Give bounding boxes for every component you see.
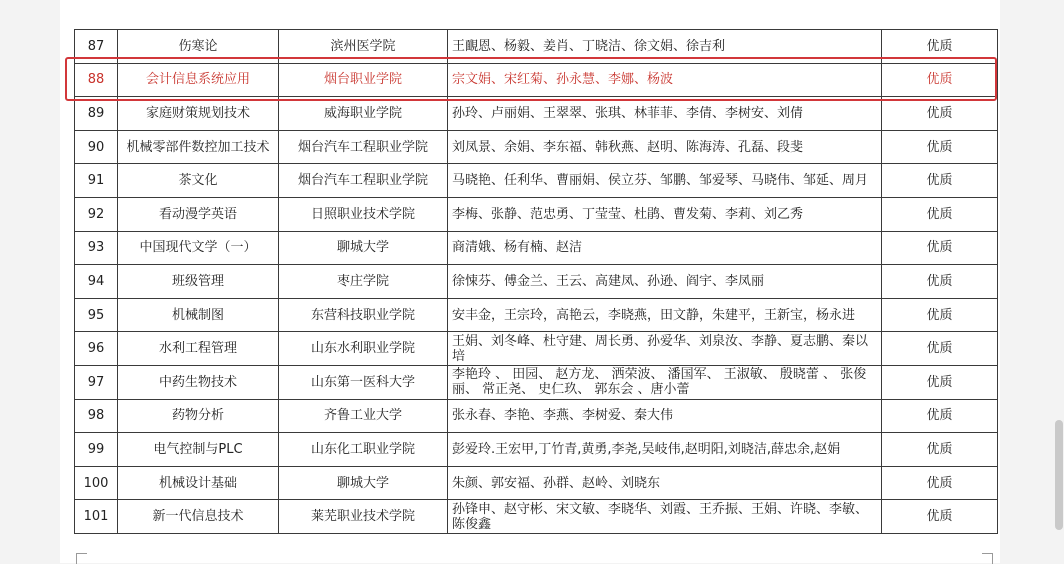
table-row bbox=[75, 365, 998, 399]
team-members: 孙锋申、赵守彬、宋文敏、李晓华、刘霞、王乔振、王娟、许晓、李敏、陈俊鑫 bbox=[448, 500, 882, 534]
rating: 优质 bbox=[882, 365, 998, 399]
rating: 优质 bbox=[882, 63, 998, 97]
table-row bbox=[75, 466, 998, 500]
rating: 优质 bbox=[882, 30, 998, 64]
rating: 优质 bbox=[882, 197, 998, 231]
row-number: 90 bbox=[75, 130, 118, 164]
course-name: 机械设计基础 bbox=[118, 466, 279, 500]
rating: 优质 bbox=[882, 298, 998, 332]
row-number: 91 bbox=[75, 164, 118, 198]
school-name: 枣庄学院 bbox=[279, 265, 448, 299]
table-row bbox=[75, 30, 998, 64]
row-number: 99 bbox=[75, 433, 118, 467]
row-number: 89 bbox=[75, 97, 118, 131]
rating: 优质 bbox=[882, 164, 998, 198]
row-number: 88 bbox=[75, 63, 118, 97]
course-name: 中药生物技术 bbox=[118, 365, 279, 399]
course-name: 电气控制与PLC bbox=[118, 433, 279, 467]
team-members: 王靦恩、杨毅、姜肖、丁晓洁、徐文娟、徐吉利 bbox=[448, 30, 882, 64]
school-name: 山东化工职业学院 bbox=[279, 433, 448, 467]
team-members: 马晓艳、任利华、曹丽娟、侯立芬、邹鹏、邹爱琴、马晓伟、邹延、周月 bbox=[448, 164, 882, 198]
school-name: 山东第一医科大学 bbox=[279, 365, 448, 399]
school-name: 烟台汽车工程职业学院 bbox=[279, 130, 448, 164]
team-members: 张永春、李艳、李燕、李树爱、秦大伟 bbox=[448, 399, 882, 433]
course-name: 看动漫学英语 bbox=[118, 197, 279, 231]
rating: 优质 bbox=[882, 97, 998, 131]
row-number: 94 bbox=[75, 265, 118, 299]
rating: 优质 bbox=[882, 399, 998, 433]
vertical-scrollbar[interactable] bbox=[1055, 420, 1063, 530]
rating: 优质 bbox=[882, 500, 998, 534]
rating: 优质 bbox=[882, 231, 998, 265]
rating: 优质 bbox=[882, 332, 998, 366]
team-members: 安丰金，王宗玲，高艳云，李晓燕，田文静，朱建平，王新宝，杨永进 bbox=[448, 298, 882, 332]
table-row bbox=[75, 433, 998, 467]
school-name: 烟台职业学院 bbox=[279, 63, 448, 97]
row-number: 101 bbox=[75, 500, 118, 534]
school-name: 东营科技职业学院 bbox=[279, 298, 448, 332]
row-number: 92 bbox=[75, 197, 118, 231]
row-number: 93 bbox=[75, 231, 118, 265]
course-name: 药物分析 bbox=[118, 399, 279, 433]
rating: 优质 bbox=[882, 466, 998, 500]
school-name: 日照职业技术学院 bbox=[279, 197, 448, 231]
document-page bbox=[60, 0, 1000, 563]
rating: 优质 bbox=[882, 265, 998, 299]
team-members: 宗文娟、宋红菊、孙永慧、李娜、杨波 bbox=[448, 63, 882, 97]
table-row bbox=[75, 298, 998, 332]
course-name: 水利工程管理 bbox=[118, 332, 279, 366]
school-name: 烟台汽车工程职业学院 bbox=[279, 164, 448, 198]
row-number: 87 bbox=[75, 30, 118, 64]
team-members: 朱颜、郭安福、孙群、赵岭、刘晓东 bbox=[448, 466, 882, 500]
team-members: 徐悚芬、傅金兰、王云、高建凤、孙逊、阎宇、李凤丽 bbox=[448, 265, 882, 299]
course-name: 新一代信息技术 bbox=[118, 500, 279, 534]
row-number: 96 bbox=[75, 332, 118, 366]
course-name: 机械制图 bbox=[118, 298, 279, 332]
school-name: 山东水利职业学院 bbox=[279, 332, 448, 366]
school-name: 威海职业学院 bbox=[279, 97, 448, 131]
table-row bbox=[75, 231, 998, 265]
school-name: 滨州医学院 bbox=[279, 30, 448, 64]
team-members: 刘凤景、余娟、李东福、韩秋燕、赵明、陈海涛、孔磊、段斐 bbox=[448, 130, 882, 164]
row-number: 100 bbox=[75, 466, 118, 500]
table-row bbox=[75, 500, 998, 534]
row-number: 98 bbox=[75, 399, 118, 433]
course-table bbox=[74, 29, 998, 534]
course-name: 中国现代文学（一） bbox=[118, 231, 279, 265]
team-members: 李艳玲 、 田园、 赵方龙、 洒荣波、 潘国军、 王淑敏、 殷晓蕾 、 张俊丽、 常正尧、 史仁玖、 郭东会 、唐小蕾 bbox=[448, 365, 882, 399]
table-row bbox=[75, 97, 998, 131]
table-row-highlighted bbox=[75, 63, 998, 97]
team-members: 商清娥、杨有楠、赵洁 bbox=[448, 231, 882, 265]
team-members: 孙玲、卢丽娟、王翠翠、张琪、林菲菲、李倩、李树安、刘倩 bbox=[448, 97, 882, 131]
course-name: 机械零部件数控加工技术 bbox=[118, 130, 279, 164]
table-row bbox=[75, 164, 998, 198]
course-name: 伤寒论 bbox=[118, 30, 279, 64]
school-name: 齐鲁工业大学 bbox=[279, 399, 448, 433]
school-name: 莱芜职业技术学院 bbox=[279, 500, 448, 534]
team-members: 李梅、张静、范忠勇、丁莹莹、杜鹃、曹发菊、李莉、刘乙秀 bbox=[448, 197, 882, 231]
team-members: 彭爱玲.王宏甲,丁竹青,黄勇,李尧,吴岐伟,赵明阳,刘晓洁,薛忠余,赵娟 bbox=[448, 433, 882, 467]
table-row bbox=[75, 332, 998, 366]
table-row bbox=[75, 399, 998, 433]
course-name: 家庭财策规划技术 bbox=[118, 97, 279, 131]
course-name: 茶文化 bbox=[118, 164, 279, 198]
table-row bbox=[75, 197, 998, 231]
course-name: 会计信息系统应用 bbox=[118, 63, 279, 97]
school-name: 聊城大学 bbox=[279, 466, 448, 500]
row-number: 97 bbox=[75, 365, 118, 399]
page-corner-mark bbox=[76, 553, 87, 564]
team-members: 王娟、刘冬峰、杜守建、周长勇、孙爱华、刘泉汝、李静、夏志鹏、秦以培 bbox=[448, 332, 882, 366]
page-corner-mark bbox=[982, 553, 993, 564]
rating: 优质 bbox=[882, 130, 998, 164]
school-name: 聊城大学 bbox=[279, 231, 448, 265]
course-name: 班级管理 bbox=[118, 265, 279, 299]
course-table-body bbox=[75, 30, 998, 534]
table-row bbox=[75, 265, 998, 299]
table-row bbox=[75, 130, 998, 164]
row-number: 95 bbox=[75, 298, 118, 332]
rating: 优质 bbox=[882, 433, 998, 467]
